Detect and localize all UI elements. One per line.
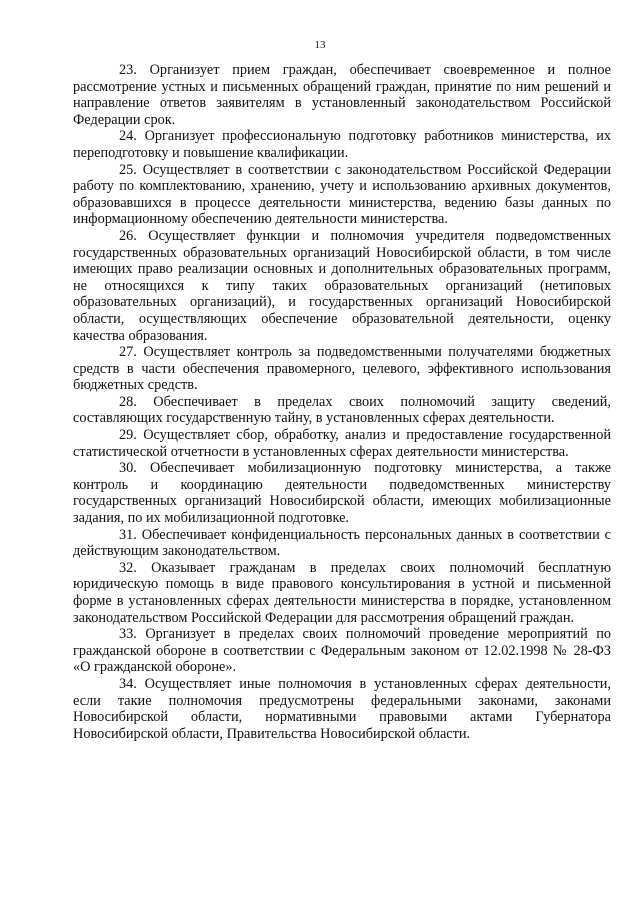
page-number: 13 <box>314 39 326 51</box>
paragraph-23: 23. Организует прием граждан, обеспечивает своевременное и полное рассмотрение устных и письменных обращений граждан, принятие по ним решений и направление ответов заявителям в установленный законодательством Российской Федерации срок. <box>73 62 611 128</box>
paragraph-31: 31. Обеспечивает конфиденциальность персональных данных в соответствии с действующим законодательством. <box>73 526 611 560</box>
paragraph-24: 24. Организует профессиональную подготовку работников министерства, их переподготовку и повышение квалификации. <box>73 128 611 161</box>
paragraph-33: 33. Организует в пределах своих полномочий проведение мероприятий по гражданской обороне в соответствии с Федеральным законом от 12.02.1998 № 28-ФЗ «О гражданской обороне». <box>73 626 611 676</box>
paragraph-28: 28. Обеспечивает в пределах своих полномочий защиту сведений, составляющих государственную тайну, в установленных сферах деятельности. <box>73 393 611 427</box>
paragraph-30: 30. Обеспечивает мобилизационную подготовку министерства, а также контроль и координацию деятельности подведомственных министерству государственных организаций Новосибирской области, имеющих мобилизационные задания, по их мобилизационной подготовке. <box>73 460 611 527</box>
paragraph-29: 29. Осуществляет сбор, обработку, анализ и предоставление государственной статистической отчетности в установленных сферах деятельности министерства. <box>73 427 611 460</box>
paragraph-26: 26. Осуществляет функции и полномочия учредителя подведомственных государственных образовательных организаций Новосибирской области, в том числе имеющих право реализации основных и дополнительных образовательных программ, не относящихся к типу таких образовательных организаций (нетиповых образовательных организаций), и государственных организаций Новосибирской области, осуществляющих обеспечение образовательной деятельности, оценку качества образования. <box>73 227 611 344</box>
paragraph-34: 34. Осуществляет иные полномочия в установленных сферах деятельности, если такие полномочия предусмотрены федеральными законами, законами Новосибирской области, нормативными правовыми актами Губернатора Новосибирской области, Правительства Новосибирской области. <box>73 675 611 742</box>
paragraph-25: 25. Осуществляет в соответствии с законодательством Российской Федерации работу по комплектованию, хранению, учету и использованию архивных документов, образовавшихся в процессе деятельности министерства, ведению базы данных по информационному обеспечению деятельности министерства. <box>73 161 611 228</box>
paragraph-27: 27. Осуществляет контроль за подведомственными получателями бюджетных средств в части обеспечения правомерного, целевого, эффективного использования бюджетных средств. <box>73 344 611 394</box>
document-body <box>73 62 611 742</box>
paragraph-32: 32. Оказывает гражданам в пределах своих полномочий бесплатную юридическую помощь в виде правового консультирования в устной и письменной форме в установленных сферах деятельности министерства в порядке, установленном законодательством Российской Федерации для рассмотрения обращений граждан. <box>73 559 611 626</box>
